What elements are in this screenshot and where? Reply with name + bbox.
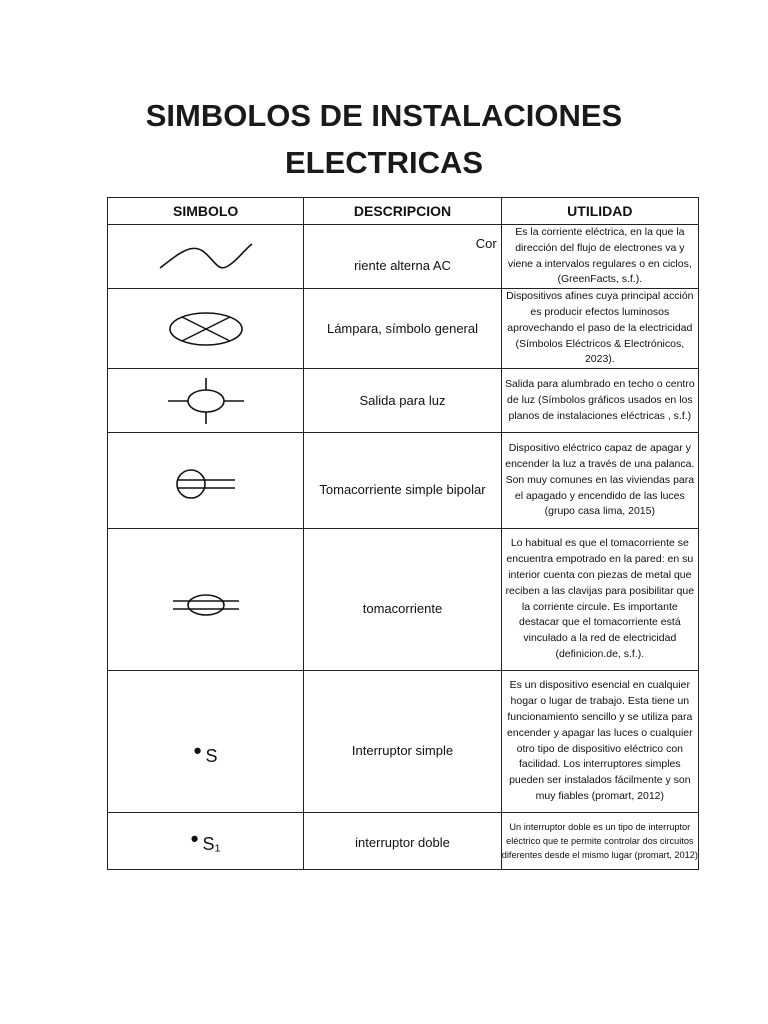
table-row xyxy=(108,289,699,369)
utility-cell: Salida para alumbrado en techo o centro de luz (Símbolos gráficos usados en los planos de instalaciones eléctricas , s.f.) xyxy=(501,369,698,433)
description-cell xyxy=(304,433,501,529)
light-outlet-icon xyxy=(166,376,246,426)
utility-cell: Dispositivos afines cuya principal acción es producir efectos luminosos aprovechando el paso de la electricidad (Símbolos Eléctricos & Electrónicos, 2023). xyxy=(501,289,698,369)
header-utility: UTILIDAD xyxy=(501,198,698,225)
description-text: tomacorriente xyxy=(362,600,443,616)
header-symbol: SIMBOLO xyxy=(108,198,304,225)
switch-symbol-label: S₁ xyxy=(202,834,221,855)
utility-cell: Es la corriente eléctrica, en la que la dirección del flujo de electrones va y viene a intervalos regulares o en ciclos, (GreenFacts, s.f.). xyxy=(501,225,698,289)
table-row xyxy=(108,369,699,433)
page-title xyxy=(0,92,768,186)
symbol-cell xyxy=(108,289,304,369)
utility-cell: Lo habitual es que el tomacorriente se encuentra empotrado en la pared: en su interior cuenta con piezas de metal que reciben a las clavijas para posibilitar que la corriente circule. Es importante destacar que el tomacorriente está vinculado a la red de electricidad (definicion.de, s.f.). xyxy=(501,529,698,671)
dot-icon: • xyxy=(190,826,199,852)
header-description: DESCRIPCION xyxy=(304,198,501,225)
switch-double-symbol xyxy=(108,826,303,856)
socket-icon xyxy=(169,587,243,623)
table-row xyxy=(108,671,699,813)
table-header-row xyxy=(108,198,699,225)
symbol-cell xyxy=(108,433,304,529)
description-cell xyxy=(304,813,501,870)
description-text: interruptor doble xyxy=(355,835,450,851)
alternating-current-icon xyxy=(156,240,256,274)
title-line-2: ELECTRICAS xyxy=(284,145,484,180)
description-cell xyxy=(304,529,501,671)
description-cell xyxy=(304,671,501,813)
description-text-part2: riente alterna AC xyxy=(354,257,451,273)
table-row xyxy=(108,813,699,870)
symbol-cell xyxy=(108,529,304,671)
description-text: Interruptor simple xyxy=(351,742,454,758)
table-row xyxy=(108,225,699,289)
description-text-part1: Cor xyxy=(475,235,497,251)
symbol-cell xyxy=(108,671,304,813)
description-cell: Salida para luz xyxy=(304,369,501,433)
utility-cell: Un interruptor doble es un tipo de interruptor eléctrico que te permite controlar dos circuitos diferentes desde el mismo lugar (promart, 2012) xyxy=(501,813,698,870)
symbol-cell xyxy=(108,225,304,289)
description-cell xyxy=(304,225,501,289)
title-line-1: SIMBOLOS DE INSTALACIONES xyxy=(145,98,623,133)
symbols-table xyxy=(107,197,699,870)
symbol-cell xyxy=(108,369,304,433)
table-row xyxy=(108,529,699,671)
utility-cell: Dispositivo eléctrico capaz de apagar y encender la luz a través de una palanca. Son muy comunes en las viviendas para el apagado y encendido de las luces (grupo casa lima, 2015) xyxy=(501,433,698,529)
dot-icon: • xyxy=(193,737,202,763)
description-text: Tomacorriente simple bipolar xyxy=(319,481,486,497)
switch-symbol-label: S xyxy=(205,745,218,766)
description-cell: Lámpara, símbolo general xyxy=(304,289,501,369)
symbol-cell xyxy=(108,813,304,870)
table-row xyxy=(108,433,699,529)
bipolar-socket-icon xyxy=(171,464,241,504)
lamp-icon xyxy=(166,309,246,349)
utility-cell: Es un dispositivo esencial en cualquier hogar o lugar de trabajo. Esta tiene un funcionamiento sencillo y se utiliza para encender y apagar las luces o cualquier otro tipo de dispositivo eléctrico con facilidad. Los interruptores simples pueden ser instalados fácilmente y son muy fiables (promart, 2012) xyxy=(501,671,698,813)
switch-simple-symbol xyxy=(108,716,303,768)
